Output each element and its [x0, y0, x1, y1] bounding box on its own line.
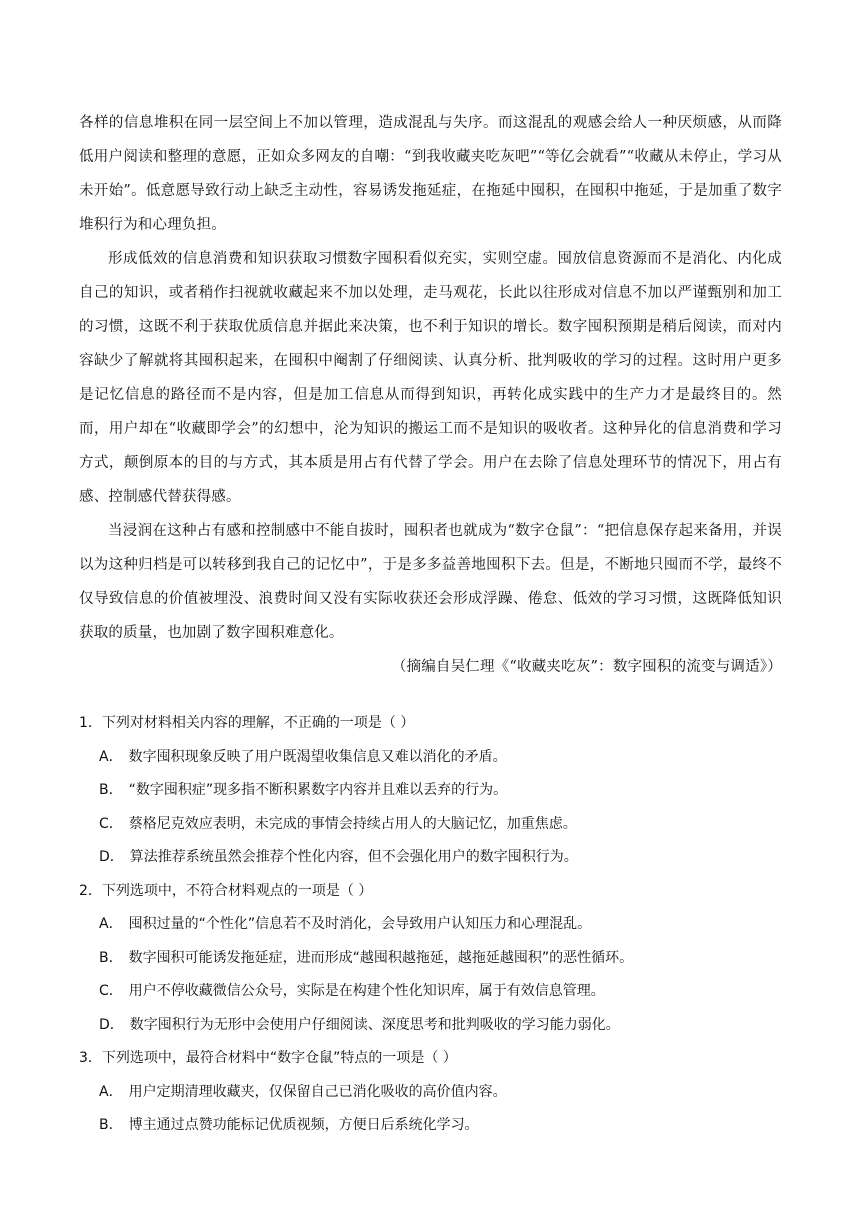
- passage-paragraph-1: 各样的信息堆积在同一层空间上不加以管理，造成混乱与失序。而这混乱的观感会给人一种厌烦感，从而降低用户阅读和整理的意愿，正如众多网友的自嘲：“到我收藏夹吃灰吧”“等亿会就看”“收藏从未停止，学习从未开始”。低意愿导致行动上缺乏主动性，容易诱发拖延症，在拖延中囤积，在囤积中拖延，于是加重了数字堆积行为和心理负担。: [79, 115, 782, 233]
- question-list: [79, 707, 782, 1143]
- question-1: [79, 707, 782, 875]
- option-text: 蔡格尼克效应表明，未完成的事情会持续占用人的大脑记忆，加重焦虑。: [128, 815, 577, 832]
- passage-paragraph-3: 当浸润在这种占有感和控制感中不能自拔时，囤积者也就成为“数字仓鼠”：“把信息保存起来备用，并误以为这种归档是可以转移到我自己的记忆中”，于是多多益善地囤积下去。但是，不断地只囤而不学，最终不仅导致信息的价值被埋没、浪费时间又没有实际收获还会形成浮躁、倦怠、低效的学习习惯，这既降低知识获取的质量，也加剧了数字囤积难意化。: [79, 523, 782, 641]
- option-letter: D．: [99, 1016, 124, 1033]
- question-option-a: [79, 1076, 782, 1110]
- option-text: 用户不停收藏微信公众号，实际是在构建个性化知识库，属于有效信息管理。: [128, 983, 605, 999]
- question-option-d: [79, 841, 782, 875]
- option-letter: D．: [99, 849, 124, 865]
- option-text: 算法推荐系统虽然会推荐个性化内容，但不会强化用户的数字囤积行为。: [129, 849, 578, 865]
- question-2: [79, 875, 782, 1043]
- question-option-c: [79, 975, 782, 1009]
- question-option-a: [79, 741, 782, 775]
- option-letter: B．: [99, 782, 123, 798]
- option-letter: B．: [99, 949, 123, 966]
- reading-passage: [79, 106, 782, 684]
- option-text: 数字囤积行为无形中会使用户仔细阅读、深度思考和批判吸收的学习能力弱化。: [129, 1016, 620, 1033]
- question-option-b: [79, 942, 782, 976]
- option-letter: A．: [99, 748, 123, 765]
- option-letter: A．: [99, 916, 123, 932]
- question-option-c: [79, 808, 782, 842]
- question-3: [79, 1042, 782, 1143]
- question-option-b: [79, 1109, 782, 1143]
- option-letter: B．: [99, 1117, 123, 1133]
- question-option-a: [79, 908, 782, 942]
- option-text: “数字囤积症”现多指不断积累数字内容并且难以丢弃的行为。: [128, 782, 508, 798]
- option-letter: C．: [99, 983, 123, 999]
- option-letter: A．: [99, 1083, 123, 1100]
- option-text: 数字囤积现象反映了用户既渴望收集信息又难以消化的矛盾。: [128, 748, 507, 765]
- question-option-b: [79, 774, 782, 808]
- question-stem: 1．下列对材料相关内容的理解，不正确的一项是（ ）: [79, 715, 415, 731]
- question-stem: 3．下列选项中，最符合材料中“数字仓鼠”特点的一项是（ ）: [79, 1050, 457, 1066]
- passage-paragraph-2: 形成低效的信息消费和知识获取习惯数字囤积看似充实，实则空虚。囤放信息资源而不是消化、内化成自己的知识，或者稍作扫视就收藏起来不加以处理，走马观花，长此以往形成对信息不加以严谨甄别和加工的习惯，这既不利于获取优质信息并据此来决策，也不利于知识的增长。数字囤积预期是稍后阅读，而对内容缺少了解就将其囤积起来，在囤积中阉割了仔细阅读、认真分析、批判吸收的学习的过程。这时用户更多是记忆信息的路径而不是内容，但是加工信息从而得到知识，再转化成实践中的生产力才是最终目的。然而，用户却在“收藏即学会”的幻想中，沦为知识的搬运工而不是知识的吸收者。这种异化的信息消费和学习方式，颠倒原本的目的与方式，其本质是用占有代替了学会。用户在去除了信息处理环节的情况下，用占有感、控制感代替获得感。: [79, 251, 782, 505]
- option-text: 博主通过点赞功能标记优质视频，方便日后系统化学习。: [128, 1117, 479, 1133]
- option-letter: C．: [99, 815, 123, 832]
- option-text: 数字囤积可能诱发拖延症，进而形成“越囤积越拖延，越拖延越囤积”的恶性循环。: [128, 949, 634, 966]
- passage-source-citation: （摘编自吴仁理《“收藏夹吃灰”：数字囤积的流变与调适》）: [391, 659, 782, 675]
- option-text: 用户定期清理收藏夹，仅保留自己已消化吸收的高价值内容。: [128, 1083, 507, 1100]
- option-text: 囤积过量的“个性化”信息若不及时消化，会导致用户认知压力和心理混乱。: [128, 916, 592, 932]
- question-stem: 2．下列选项中，不符合材料观点的一项是（ ）: [79, 882, 373, 899]
- question-option-d: [79, 1009, 782, 1043]
